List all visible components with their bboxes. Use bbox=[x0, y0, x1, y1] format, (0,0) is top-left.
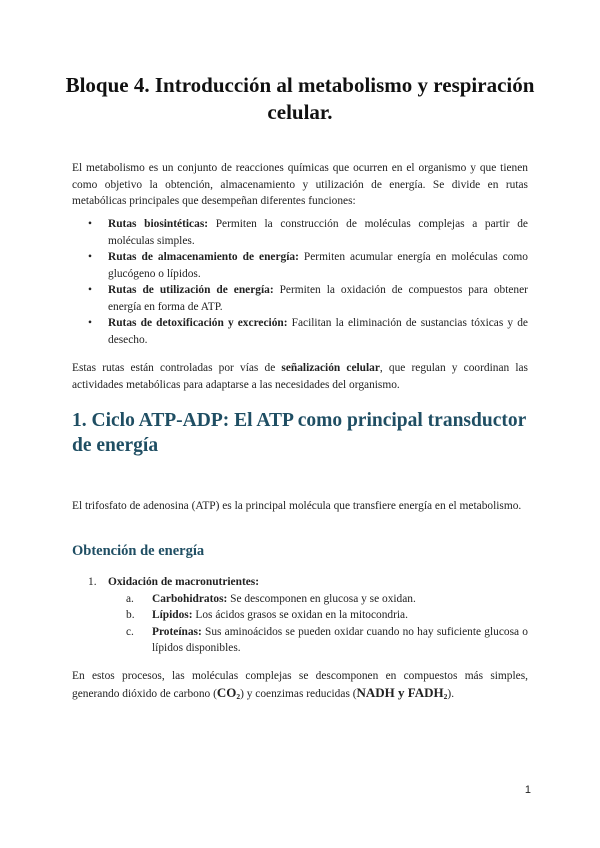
subsection-heading: Obtención de energía bbox=[72, 543, 205, 559]
subitem-desc: Sus aminoácidos se pueden oxidar cuando no hay suficiente glucosa o lípidos disponibles. bbox=[152, 625, 528, 654]
route-desc: Permiten la oxidación de compuestos para obtener energía en forma de ATP. bbox=[108, 284, 528, 313]
list-item bbox=[88, 591, 528, 608]
fadh-subscript: 2 bbox=[443, 691, 448, 701]
list-letter: b. bbox=[126, 609, 135, 621]
subitem-name: Lípidos: bbox=[152, 609, 193, 621]
list-letter: c. bbox=[126, 625, 134, 638]
closing-paragraph bbox=[72, 668, 528, 705]
list-item bbox=[72, 315, 528, 348]
list-item bbox=[72, 249, 528, 282]
route-desc: Facilitan la eliminación de sustancias tóxicas y de desecho. bbox=[108, 317, 528, 346]
co2-formula bbox=[217, 685, 240, 700]
list-item bbox=[72, 216, 528, 249]
list-number: 1. bbox=[88, 576, 97, 588]
title-line-1: Bloque 4. Introducción al metabolismo y respiración bbox=[65, 73, 535, 97]
list-item-title: Oxidación de macronutrientes: bbox=[108, 576, 260, 588]
control-text-pre: Estas rutas están controladas por vías de bbox=[72, 362, 282, 374]
nadh-fadh-text: NADH y FADH bbox=[356, 684, 444, 700]
coenzymes-formula bbox=[357, 685, 448, 700]
section-1-paragraph: El trifosfato de adenosina (ATP) es la principal molécula que transfiere energía en el metabolismo. bbox=[72, 500, 522, 512]
bullet-icon: • bbox=[88, 284, 92, 296]
closing-text-post: ). bbox=[447, 687, 455, 700]
page-title bbox=[60, 72, 540, 126]
route-name: Rutas de detoxificación y excreción: bbox=[108, 317, 288, 329]
page-number: 1 bbox=[524, 784, 531, 796]
list-item bbox=[88, 624, 528, 657]
bullet-icon: • bbox=[88, 317, 92, 329]
subitem-desc: Los ácidos grasos se oxidan en la mitocondria. bbox=[192, 609, 408, 621]
control-text-post: , que regulan y coordinan las actividades metabólicas para adaptarse a las necesidades del organismo. bbox=[72, 362, 528, 391]
list-letter: a. bbox=[126, 592, 134, 605]
list-item bbox=[88, 574, 528, 591]
list-item bbox=[72, 282, 528, 315]
control-text-bold: señalización celular bbox=[281, 362, 380, 374]
bullet-icon: • bbox=[88, 218, 92, 230]
closing-text-pre: En estos procesos, las moléculas complejas se descomponen en compuestos más simples, generando dióxido de carbono ( bbox=[72, 670, 528, 700]
closing-text-mid: ) y coenzimas reducidas ( bbox=[240, 687, 357, 700]
co2-subscript: 2 bbox=[236, 691, 241, 701]
ordered-list bbox=[88, 574, 528, 657]
subitem-name: Proteínas: bbox=[152, 625, 202, 638]
route-desc: Permiten acumular energía en moléculas como glucógeno o lípidos. bbox=[108, 251, 528, 280]
subitem-desc: Se descomponen en glucosa y se oxidan. bbox=[227, 592, 416, 605]
section-1-heading: 1. Ciclo ATP-ADP: El ATP como principal transductor de energía bbox=[72, 410, 526, 456]
co2-text: CO bbox=[216, 684, 237, 700]
intro-paragraph: El metabolismo es un conjunto de reacciones químicas que ocurren en el organismo y que tienen como objetivo la obtención, almacenamiento y utilización de energía. Se divide en rutas metabólicas principales que desempeñan diferentes funciones: bbox=[72, 162, 528, 207]
route-desc: Permiten la construcción de moléculas complejas a partir de moléculas simples. bbox=[108, 218, 528, 247]
control-paragraph bbox=[72, 360, 528, 393]
routes-list bbox=[72, 216, 528, 348]
subitem-name: Carbohidratos: bbox=[152, 592, 228, 605]
bullet-icon: • bbox=[88, 251, 92, 263]
route-name: Rutas biosintéticas: bbox=[108, 218, 209, 230]
route-name: Rutas de almacenamiento de energía: bbox=[108, 251, 299, 263]
title-line-2: celular. bbox=[267, 100, 333, 124]
route-name: Rutas de utilización de energía: bbox=[108, 284, 274, 296]
list-item bbox=[88, 607, 528, 624]
